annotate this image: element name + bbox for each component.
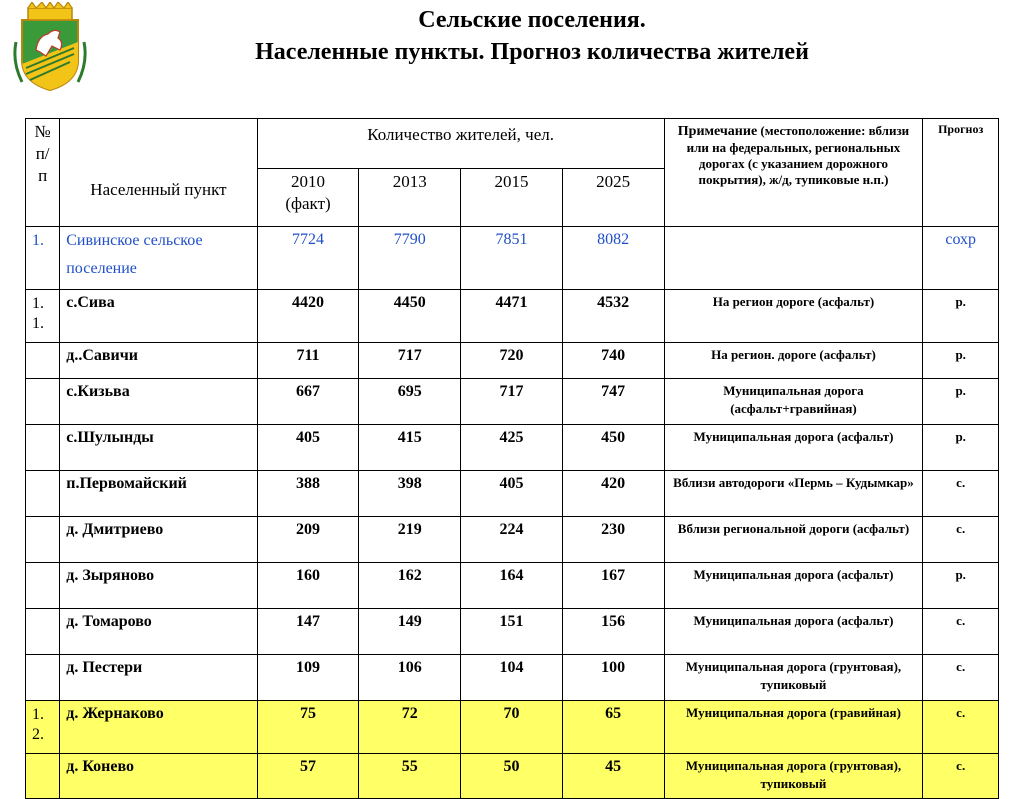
title-line-2: Населенные пункты. Прогноз количества жителей [255, 39, 809, 65]
table-row [26, 754, 999, 799]
note-cell: На регион дороге (асфальт) [664, 290, 923, 343]
population-value: 695 [359, 379, 461, 425]
population-value: 4450 [359, 290, 461, 343]
header-forecast: Прогноз [923, 119, 999, 227]
population-value: 160 [257, 563, 359, 609]
population-value: 147 [257, 609, 359, 655]
population-value: 45 [562, 754, 664, 799]
header-year-2015: 2015 [461, 169, 563, 227]
population-value: 740 [562, 343, 664, 379]
settlement-name: д. Пестери [60, 655, 257, 701]
population-value: 162 [359, 563, 461, 609]
forecast-cell: р. [923, 290, 999, 343]
population-value: 209 [257, 517, 359, 563]
header-year-2013: 2013 [359, 169, 461, 227]
settlement-name: с.Шулынды [60, 425, 257, 471]
forecast-cell: с. [923, 701, 999, 754]
population-value: 55 [359, 754, 461, 799]
forecast-cell: сохр [923, 227, 999, 290]
row-number [26, 754, 60, 799]
header-num: № п/ п [26, 119, 60, 227]
population-value: 7851 [461, 227, 563, 290]
note-cell: Вблизи автодороги «Пермь – Кудымкар» [664, 471, 923, 517]
population-value: 4471 [461, 290, 563, 343]
row-number: 1. 2. [26, 701, 60, 754]
population-value: 8082 [562, 227, 664, 290]
population-value: 57 [257, 754, 359, 799]
settlement-name: Сивинское сельское поселение [60, 227, 257, 290]
note-cell [664, 227, 923, 290]
population-value: 667 [257, 379, 359, 425]
forecast-cell: с. [923, 754, 999, 799]
settlement-name: д. Зыряново [60, 563, 257, 609]
settlement-name: с.Сива [60, 290, 257, 343]
table-row [26, 655, 999, 701]
population-value: 167 [562, 563, 664, 609]
population-value: 405 [461, 471, 563, 517]
page-title [100, 4, 964, 68]
forecast-cell: с. [923, 517, 999, 563]
note-cell: Муниципальная дорога (асфальт) [664, 563, 923, 609]
table-body [26, 227, 999, 799]
population-value: 388 [257, 471, 359, 517]
note-cell: На регион. дороге (асфальт) [664, 343, 923, 379]
settlement-name: д..Савичи [60, 343, 257, 379]
population-value: 106 [359, 655, 461, 701]
forecast-cell: р. [923, 379, 999, 425]
population-value: 398 [359, 471, 461, 517]
settlements-table [25, 118, 999, 799]
table-row [26, 471, 999, 517]
row-number [26, 655, 60, 701]
row-number: 1. 1. [26, 290, 60, 343]
population-value: 75 [257, 701, 359, 754]
forecast-cell: р. [923, 425, 999, 471]
settlement-name: п.Первомайский [60, 471, 257, 517]
coat-of-arms-logo [12, 2, 88, 92]
table-row [26, 425, 999, 471]
table-row [26, 379, 999, 425]
header-note: Примечание (местоположение: вблизи или на федеральных, региональных дорогах (с указанием дорожного покрытия), ж/д, тупиковые н.п.) [664, 119, 923, 227]
population-value: 4420 [257, 290, 359, 343]
forecast-cell: с. [923, 609, 999, 655]
row-number [26, 343, 60, 379]
population-value: 720 [461, 343, 563, 379]
population-value: 405 [257, 425, 359, 471]
note-cell: Муниципальная дорога (грунтовая), тупиковый [664, 655, 923, 701]
row-number: 1. [26, 227, 60, 290]
population-value: 151 [461, 609, 563, 655]
population-value: 7790 [359, 227, 461, 290]
note-cell: Муниципальная дорога (асфальт) [664, 609, 923, 655]
population-value: 717 [359, 343, 461, 379]
settlement-name: д. Жернаково [60, 701, 257, 754]
population-value: 65 [562, 701, 664, 754]
note-cell: Муниципальная дорога (грунтовая), тупиковый [664, 754, 923, 799]
population-value: 415 [359, 425, 461, 471]
forecast-cell: с. [923, 471, 999, 517]
population-value: 164 [461, 563, 563, 609]
settlement-name: с.Кизьва [60, 379, 257, 425]
settlement-name: д. Конево [60, 754, 257, 799]
row-number [26, 609, 60, 655]
population-value: 156 [562, 609, 664, 655]
population-value: 100 [562, 655, 664, 701]
table-row [26, 343, 999, 379]
population-value: 109 [257, 655, 359, 701]
settlement-name: д. Дмитриево [60, 517, 257, 563]
header-year-2010: 2010 (факт) [257, 169, 359, 227]
population-value: 420 [562, 471, 664, 517]
forecast-cell: с. [923, 655, 999, 701]
population-value: 70 [461, 701, 563, 754]
forecast-cell: р. [923, 343, 999, 379]
settlement-name: д. Томарово [60, 609, 257, 655]
table-row [26, 517, 999, 563]
row-number [26, 379, 60, 425]
header-year-2025: 2025 [562, 169, 664, 227]
population-value: 7724 [257, 227, 359, 290]
population-value: 747 [562, 379, 664, 425]
title-line-1: Сельские поселения. [418, 7, 646, 33]
note-cell: Муниципальная дорога (асфальт+гравийная) [664, 379, 923, 425]
population-value: 72 [359, 701, 461, 754]
header-settlement: Населенный пункт [60, 119, 257, 227]
population-value: 717 [461, 379, 563, 425]
table-row [26, 290, 999, 343]
table-row [26, 227, 999, 290]
header-population: Количество жителей, чел. [257, 119, 664, 169]
forecast-cell: р. [923, 563, 999, 609]
population-value: 104 [461, 655, 563, 701]
table-row [26, 701, 999, 754]
population-value: 4532 [562, 290, 664, 343]
table-row [26, 609, 999, 655]
population-value: 230 [562, 517, 664, 563]
population-value: 711 [257, 343, 359, 379]
row-number [26, 425, 60, 471]
row-number [26, 563, 60, 609]
population-value: 224 [461, 517, 563, 563]
population-value: 50 [461, 754, 563, 799]
note-cell: Муниципальная дорога (асфальт) [664, 425, 923, 471]
population-value: 425 [461, 425, 563, 471]
row-number [26, 471, 60, 517]
population-value: 149 [359, 609, 461, 655]
population-value: 219 [359, 517, 461, 563]
table-row [26, 563, 999, 609]
row-number [26, 517, 60, 563]
population-value: 450 [562, 425, 664, 471]
note-cell: Муниципальная дорога (гравийная) [664, 701, 923, 754]
note-cell: Вблизи региональной дороги (асфальт) [664, 517, 923, 563]
